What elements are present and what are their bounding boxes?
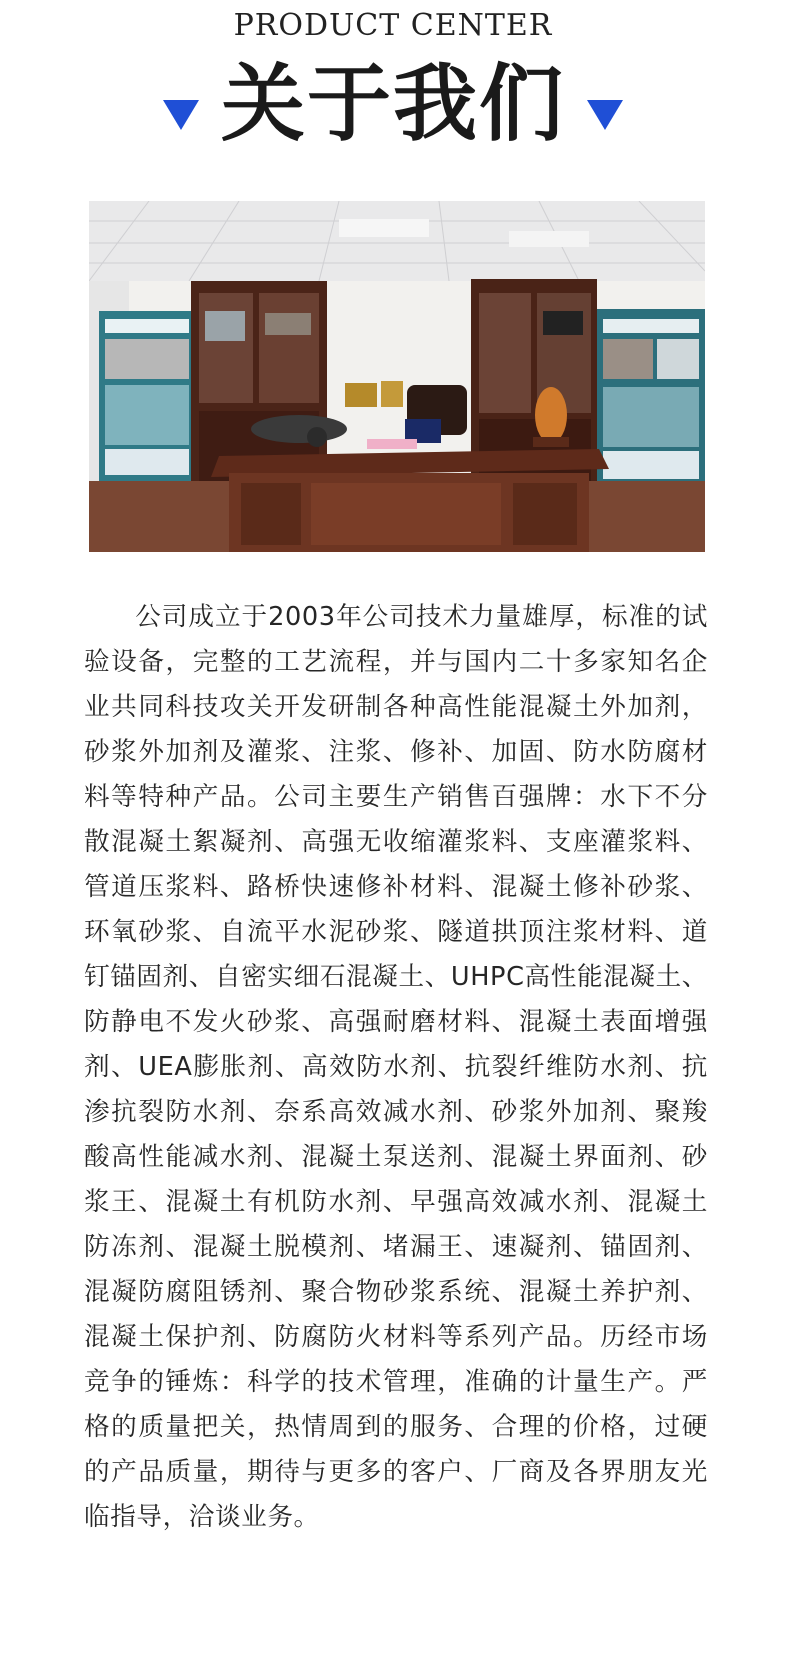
header-cn-title: 关于我们 xyxy=(220,55,565,153)
triangle-right-icon xyxy=(587,100,623,130)
header-cn-row xyxy=(0,54,786,154)
company-intro-text: 公司成立于2003年公司技术力量雄厚，标准的试验设备，完整的工艺流程，并与国内二十多家知名企业共同科技攻关开发研制各种高性能混凝土外加剂，砂浆外加剂及灌浆、注浆、修补、加固、防水防腐材料等特种产品。公司主要生产销售百强牌：水下不分散混凝土絮凝剂、高强无收缩灌浆料、支座灌浆料、管道压浆料、路桥快速修补材料、混凝土修补砂浆、环氧砂浆、自流平水泥砂浆、隧道拱顶注浆材料、道钉锚固剂、自密实细石混凝土、UHPC高性能混凝土、防静电不发火砂浆、高强耐磨材料、混凝土表面增强剂、UEA膨胀剂、高效防水剂、抗裂纤维防水剂、抗渗抗裂防水剂、奈系高效减水剂、砂浆外加剂、聚羧酸高性能减水剂、混凝土泵送剂、混凝土界面剂、砂浆王、混凝土有机防水剂、早强高效减水剂、混凝土防冻剂、混凝土脱模剂、堵漏王、速凝剂、锚固剂、混凝防腐阻锈剂、聚合物砂浆系统、混凝土养护剂、混凝土保护剂、防腐防火材料等系列产品。历经市场竞争的锤炼：科学的技术管理，准确的计量生产。严格的质量把关，热情周到的服务、合理的价格，过硬的产品质量，期待与更多的客户、厂商及各界朋友光临指导，洽谈业务。 xyxy=(84,602,708,1532)
office-photo xyxy=(89,201,705,552)
header-en-title: PRODUCT CENTER xyxy=(233,8,553,43)
triangle-left-icon xyxy=(163,100,199,130)
